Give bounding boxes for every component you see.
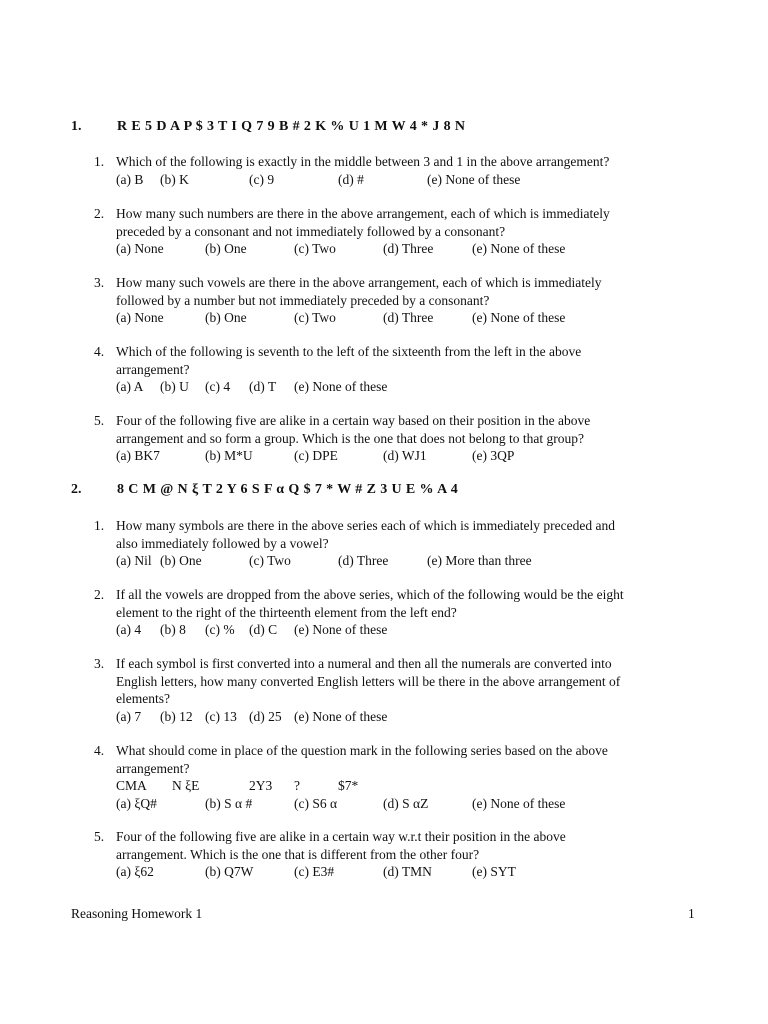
option-c: (c) % [205,622,235,637]
question-number: 3. [94,656,105,671]
option-c: (c) 9 [249,171,275,187]
option-b: (b) One [205,310,247,325]
series-term: CMA [116,778,147,793]
question-number: 2. [94,587,105,602]
option-c: (c) Two [249,553,291,568]
option-d: (d) # [338,171,364,187]
option-d: (d) WJ1 [383,448,427,463]
series-term: 2Y3 [249,778,273,793]
option-e: (e) None of these [472,310,566,325]
option-a: (a) 4 [116,622,142,637]
options-row [116,621,694,639]
option-d: (d) 25 [249,708,282,724]
question-1-2 [94,205,694,258]
question-text: Four of the following five are alike in a certain way w.r.t their position in the above arrangement. Which is the one that is different from the other four? [116,829,566,862]
series-row [116,777,694,795]
option-a: (a) A [116,379,144,394]
option-c: (c) 13 [205,708,237,724]
sequence-text: R E 5 D A P $ 3 T I Q 7 9 B # 2 K % U 1 M W 4 * J 8 N [117,119,466,134]
option-e: (e) None of these [294,622,388,637]
question-number: 2. [94,206,105,221]
series-term: ? [294,778,300,793]
option-b: (b) One [160,553,202,568]
question-1-3 [94,274,694,327]
option-a: (a) B [116,171,144,187]
option-c: (c) Two [294,241,336,256]
option-b: (b) M*U [205,448,253,463]
option-a: (a) 7 [116,708,142,724]
options-row [116,795,694,813]
options-row [116,708,694,726]
question-2-1 [94,517,694,570]
options-row [116,171,694,189]
question-2-5 [94,828,694,881]
option-e: (e) 3QP [472,448,515,463]
option-d: (d) TMN [383,864,432,879]
option-b: (b) One [205,241,247,256]
option-d: (d) C [249,622,278,637]
option-d: (d) Three [338,553,389,568]
sequence-text: 8 C M @ N ξ T 2 Y 6 S F α Q $ 7 * W # Z 3 U E % A 4 [117,482,459,497]
options-row [116,863,694,881]
question-text: How many symbols are there in the above series each of which is immediately preceded and also immediately followed by a vowel? [116,518,615,551]
option-b: (b) K [160,171,189,187]
option-e: (e) None of these [472,241,566,256]
option-a: (a) ξ62 [116,864,154,879]
question-text: Which of the following is exactly in the middle between 3 and 1 in the above arrangement? [116,154,610,169]
option-d: (d) S αZ [383,795,429,811]
question-1-5 [94,412,694,465]
question-number: 5. [94,413,105,428]
series-term: N ξE [172,778,200,793]
question-text: If each symbol is first converted into a numeral and then all the numerals are converted into English letters, how many converted English letters will be there in the above arrangement of elements? [116,656,621,706]
question-2-3 [94,655,694,725]
option-b: (b) Q7W [205,864,254,879]
option-c: (c) E3# [294,864,335,879]
question-number: 1. [94,518,105,533]
page-number: 1 [688,906,695,921]
option-e: (e) SYT [472,864,516,879]
options-row [116,309,694,327]
options-row [116,447,694,465]
option-d: (d) Three [383,310,434,325]
question-text: What should come in place of the question mark in the following series based on the above arrangement? [116,743,608,776]
question-2-2 [94,586,694,639]
question-text: Four of the following five are alike in a certain way based on their position in the above arrangement and so form a group. Which is the one that does not belong to that group? [116,413,591,446]
options-row [116,552,694,570]
question-text: How many such numbers are there in the above arrangement, each of which is immediately preceded by a consonant and not immediately followed by a consonant? [116,206,610,239]
option-c: (c) Two [294,310,336,325]
section-number: 1. [71,119,82,134]
question-number: 1. [94,154,105,169]
option-c: (c) S6 α [294,795,338,811]
footer-title: Reasoning Homework 1 [71,906,203,921]
question-text: If all the vowels are dropped from the above series, which of the following would be the eight element to the right of the thirteenth element from the left end? [116,587,624,620]
option-e: (e) None of these [472,795,566,811]
option-c: (c) DPE [294,448,338,463]
question-number: 5. [94,829,105,844]
option-a: (a) None [116,310,164,325]
option-a: (a) BK7 [116,448,160,463]
question-1-4 [94,343,694,396]
options-row [116,378,694,396]
section-number: 2. [71,482,82,497]
option-a: (a) Nil [116,553,152,568]
option-a: (a) ξQ# [116,795,157,811]
question-text: Which of the following is seventh to the left of the sixteenth from the left in the above arrangement? [116,344,582,377]
option-e: (e) More than three [427,553,532,568]
option-d: (d) T [249,379,277,394]
option-a: (a) None [116,241,164,256]
option-b: (b) S α # [205,795,253,811]
option-e: (e) None of these [427,171,521,187]
question-number: 4. [94,743,105,758]
option-b: (b) U [160,379,189,394]
question-text: How many such vowels are there in the above arrangement, each of which is immediately followed by a number but not immediately preceded by a consonant? [116,275,602,308]
question-number: 3. [94,275,105,290]
question-number: 4. [94,344,105,359]
option-d: (d) Three [383,241,434,256]
option-b: (b) 12 [160,708,193,724]
option-e: (e) None of these [294,379,388,394]
option-c: (c) 4 [205,379,231,394]
option-b: (b) 8 [160,622,186,637]
question-1-1 [94,153,694,188]
option-e: (e) None of these [294,708,388,724]
series-term: $7* [338,778,359,793]
question-2-4 [94,742,694,812]
options-row [116,240,694,258]
